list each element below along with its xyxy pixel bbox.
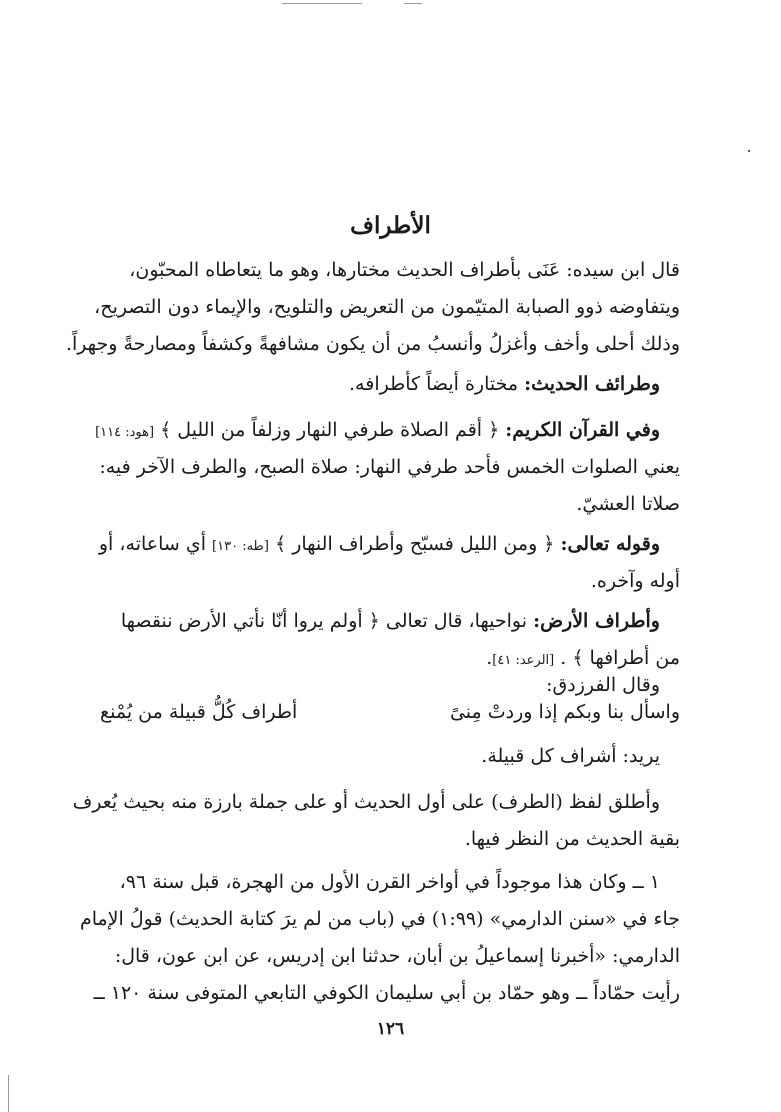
paragraph-line: جاء في «سنن الدارمي» (١:٩٩) في (باب من لم يرَ كتابة الحديث) قولُ الإمام: [79, 908, 680, 930]
paragraph: [100, 526, 660, 565]
quran-reference: [الرعد: ٤١]: [492, 653, 555, 668]
quran-quote: ﴿ ومن الليل فسبّح وأطراف النهار ﴾: [268, 533, 561, 555]
paragraph-line: الدارمي: «أخبرنا إسماعيلُ بن أبان، حدثنا ابن إدريس، عن ابن عون، قال:: [114, 945, 680, 967]
page-number: ١٢٦: [376, 1019, 405, 1039]
term-heading: وأطراف الأرض:: [533, 610, 660, 632]
paragraph: [95, 412, 660, 451]
quran-reference: [هود: ١١٤]: [95, 425, 155, 440]
verse-second-hemistich: أطراف كُلُّ قبيلة من يُمْنع: [100, 701, 298, 723]
paragraph: [100, 603, 660, 640]
paragraph: وقال الفرزدق:: [546, 674, 660, 696]
paragraph-line: قال ابن سيده: عَنَى بأطراف الحديث مختارها، وهو ما يتعاطاه المحبّون،: [129, 259, 680, 281]
term-text: أي ساعاته، أو: [98, 533, 213, 555]
poetry-verse: [100, 694, 680, 731]
verse-first-hemistich: واسأل بنا وبكم إذا وردتْ مِنىً: [449, 701, 680, 723]
paragraph-line: وذلك أحلى وأخف وأغزلُ وأنسبُ من أن يكون مشافهةً وكشفاً ومصارحةً وجهراً.: [65, 333, 680, 355]
paragraph: يريد: أشراف كل قبيلة.: [481, 745, 660, 767]
term-heading: وقوله تعالى:: [560, 533, 660, 555]
term-text: مختارة أيضاً كأطرافه.: [349, 373, 525, 395]
quran-quote: من أطرافها ﴾ .: [554, 647, 680, 669]
scan-edge-line: [8, 1075, 9, 1112]
paragraph-line: ١ ــ وكان هذا موجوداً في أواخر القرن الأول من الهجرة، قبل سنة ٩٦،: [119, 871, 660, 893]
scan-edge-line: [282, 3, 362, 4]
paragraph-line: رأيت حمّاداً ــ وهو حمّاد بن أبي سليمان الكوفي التابعي المتوفى سنة ١٢٠ ــ: [93, 982, 680, 1004]
quran-quote: ﴿ أقم الصلاة طرفي النهار وزلفاً من الليل ﴾: [154, 419, 506, 441]
term-heading: وطرائف الحديث:: [524, 373, 660, 395]
paragraph-line: أوله وآخره.: [590, 570, 680, 592]
paragraph-line: وأطلق لفظ (الطرف) على أول الحديث أو على جملة بارزة منه بحيث يُعرف: [72, 791, 660, 813]
paragraph-line: ويتفاوضه ذوو الصبابة المتيّمون من التعريض والتلويح، والإيماء دون التصريح،: [94, 296, 680, 318]
paragraph-line: صلاتا العشيّ.: [576, 493, 680, 515]
term-text: نواحيها، قال تعالى ﴿ أولم يروا أنّا نأتي الأرض ننقصها: [120, 610, 534, 632]
quran-reference: [طه: ١٣٠]: [212, 539, 269, 554]
paragraph-line: بقية الحديث من النظر فيها.: [464, 828, 680, 850]
term-heading: وفي القرآن الكريم:: [505, 419, 660, 441]
punctuation: .: [486, 647, 493, 669]
paragraph-line: يعني الصلوات الخمس فأحد طرفي النهار: صلاة الصبح، والطرف الآخر فيه:: [99, 456, 680, 478]
scan-speck: [748, 150, 750, 152]
scan-edge-line: [404, 3, 422, 4]
paragraph: [100, 366, 660, 403]
page-title: الأطراف: [350, 212, 431, 239]
